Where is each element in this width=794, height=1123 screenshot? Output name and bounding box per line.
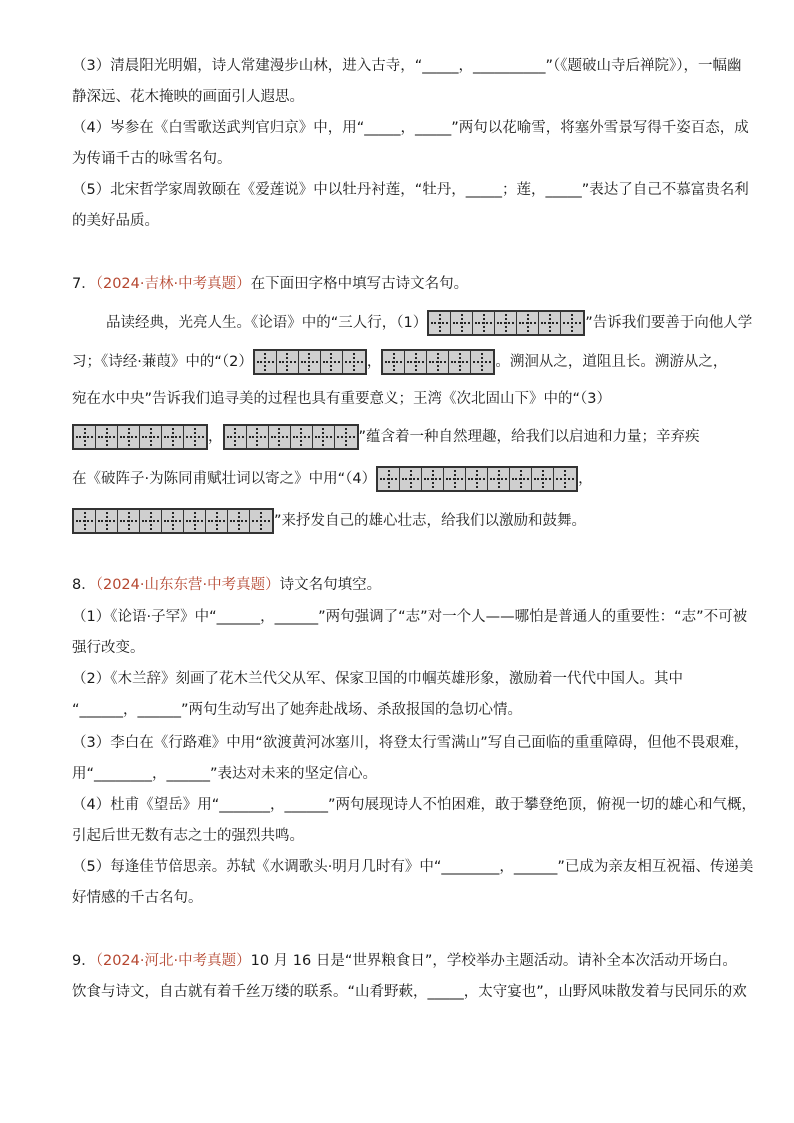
tianzige-cell[interactable] bbox=[269, 426, 291, 448]
question-number: 9． bbox=[72, 953, 96, 969]
tianzige-cell[interactable] bbox=[427, 351, 449, 373]
tianzige-cell[interactable] bbox=[343, 351, 365, 373]
question-prompt: 10 月 16 日是“世界粮食日”，学校举办主题活动。请补全本次活动开场白。 bbox=[250, 953, 737, 969]
q7-para-line2 bbox=[72, 349, 732, 375]
tianzige-cell[interactable] bbox=[451, 312, 473, 334]
tianzige-answer-4a[interactable] bbox=[376, 466, 578, 492]
q6-item3-line1: （3）清晨阳光明媚，诗人常建漫步山林，进入古寺，“_____，__________”（《题破山寺后禅院》），一幅幽 bbox=[72, 58, 742, 74]
tianzige-cell[interactable] bbox=[225, 426, 247, 448]
tianzige-cell[interactable] bbox=[96, 510, 118, 532]
tianzige-cell[interactable] bbox=[405, 351, 427, 373]
tianzige-grid bbox=[427, 310, 585, 336]
q8-line: （3）李白在《行路难》中用“欲渡黄河冰塞川，将登太行雪满山”写自己面临的重重障碍，但他不畏艰难， bbox=[72, 735, 749, 751]
tianzige-cell[interactable] bbox=[473, 312, 495, 334]
q9-header bbox=[72, 951, 737, 971]
tianzige-cell[interactable] bbox=[510, 468, 532, 490]
tianzige-cell[interactable] bbox=[383, 351, 405, 373]
q7-text: 品读经典，光亮人生。《论语》中的“三人行，（1） bbox=[106, 315, 428, 331]
tianzige-cell[interactable] bbox=[471, 351, 493, 373]
tianzige-cell[interactable] bbox=[184, 426, 206, 448]
tianzige-cell[interactable] bbox=[299, 351, 321, 373]
tianzige-cell[interactable] bbox=[429, 312, 451, 334]
q6-item3-line2: 静深远、花木掩映的画面引人遐思。 bbox=[72, 89, 304, 105]
tianzige-answer-3a[interactable] bbox=[72, 424, 208, 450]
q7-text: ， bbox=[578, 471, 593, 487]
tianzige-cell[interactable] bbox=[291, 426, 313, 448]
q8-line: 强行改变。 bbox=[72, 640, 145, 656]
q8-line: （1）《论语·子罕》中“______，______”两句强调了“志”对一个人——哪怕是普通人的重要性：“志”不可被 bbox=[72, 609, 748, 625]
q7-text: 习；《诗经·蒹葭》中的“（2） bbox=[72, 354, 253, 370]
question-number: 8． bbox=[72, 577, 96, 593]
tianzige-grid bbox=[223, 424, 359, 450]
tianzige-cell[interactable] bbox=[96, 426, 118, 448]
tianzige-cell[interactable] bbox=[140, 426, 162, 448]
tianzige-cell[interactable] bbox=[561, 312, 583, 334]
tianzige-cell[interactable] bbox=[335, 426, 357, 448]
question-source: （2024·吉林·中考真题） bbox=[95, 276, 251, 292]
tianzige-cell[interactable] bbox=[118, 510, 140, 532]
q6-item5-line2: 的美好品质。 bbox=[72, 213, 159, 229]
tianzige-grid bbox=[72, 508, 274, 534]
tianzige-grid bbox=[381, 349, 495, 375]
question-source: （2024·河北·中考真题） bbox=[95, 953, 251, 969]
q8-line: “______，______”两句生动写出了她奔赴战场、杀敌报国的急切心情。 bbox=[72, 702, 523, 718]
tianzige-cell[interactable] bbox=[74, 510, 96, 532]
q7-text: ， bbox=[366, 354, 382, 370]
tianzige-cell[interactable] bbox=[313, 426, 335, 448]
q7-text: 。溯洄从之，道阻且长。溯游从之， bbox=[495, 354, 728, 370]
tianzige-cell[interactable] bbox=[378, 468, 400, 490]
tianzige-cell[interactable] bbox=[532, 468, 554, 490]
q6-item5-line1: （5）北宋哲学家周敦颐在《爱莲说》中以牡丹衬莲，“牡丹，_____；莲，_____”表达了自己不慕富贵名利 bbox=[72, 182, 749, 198]
q8-header bbox=[72, 575, 732, 595]
tianzige-cell[interactable] bbox=[539, 312, 561, 334]
q7-header bbox=[72, 274, 732, 294]
tianzige-cell[interactable] bbox=[118, 426, 140, 448]
q7-para-line5 bbox=[72, 466, 732, 492]
tianzige-cell[interactable] bbox=[184, 510, 206, 532]
q7-para-line3: 宛在水中央”告诉我们追寻美的过程也具有重要意义；王湾《次北固山下》中的“（3） bbox=[72, 391, 611, 407]
q7-text: ”来抒发自己的雄心壮志，给我们以激励和鼓舞。 bbox=[274, 513, 587, 529]
q7-para-line1 bbox=[106, 310, 766, 336]
tianzige-cell[interactable] bbox=[247, 426, 269, 448]
q7-text: ”蕴含着一种自然理趣，给我们以启迪和力量；辛弃疾 bbox=[358, 429, 700, 445]
tianzige-cell[interactable] bbox=[206, 510, 228, 532]
tianzige-cell[interactable] bbox=[554, 468, 576, 490]
tianzige-cell[interactable] bbox=[250, 510, 272, 532]
q8-line: （2）《木兰辞》刻画了花木兰代父从军、保家卫国的巾帼英雄形象，激励着一代代中国人。其中 bbox=[72, 671, 683, 687]
question-prompt: 在下面田字格中填写古诗文名句。 bbox=[250, 276, 469, 292]
tianzige-grid bbox=[376, 466, 578, 492]
tianzige-cell[interactable] bbox=[449, 351, 471, 373]
tianzige-answer-3b[interactable] bbox=[223, 424, 359, 450]
q7-text: 在《破阵子·为陈同甫赋壮词以寄之》中用“（4） bbox=[72, 471, 377, 487]
tianzige-cell[interactable] bbox=[162, 510, 184, 532]
tianzige-cell[interactable] bbox=[228, 510, 250, 532]
tianzige-cell[interactable] bbox=[488, 468, 510, 490]
q9-line1: 饮食与诗文，自古就有着千丝万缕的联系。“山肴野蔌，_____，太守宴也”，山野风味散发着与民同乐的欢 bbox=[72, 984, 747, 1000]
q8-line: 用“________，______”表达对未来的坚定信心。 bbox=[72, 766, 378, 782]
q8-line: 好情感的千古名句。 bbox=[72, 890, 203, 906]
tianzige-answer-1[interactable] bbox=[427, 310, 585, 336]
tianzige-cell[interactable] bbox=[321, 351, 343, 373]
q7-text: ， bbox=[208, 429, 223, 445]
tianzige-cell[interactable] bbox=[277, 351, 299, 373]
q6-item4-line2: 为传诵千古的咏雪名句。 bbox=[72, 151, 232, 167]
tianzige-grid bbox=[253, 349, 367, 375]
q6-item4-line1: （4）岑参在《白雪歌送武判官归京》中，用“_____，_____”两句以花喻雪，将塞外雪景写得千姿百态，成 bbox=[72, 120, 749, 136]
tianzige-grid bbox=[72, 424, 208, 450]
tianzige-cell[interactable] bbox=[140, 510, 162, 532]
tianzige-cell[interactable] bbox=[162, 426, 184, 448]
question-source: （2024·山东东营·中考真题） bbox=[95, 577, 280, 593]
tianzige-cell[interactable] bbox=[517, 312, 539, 334]
q8-line: （5）每逢佳节倍思亲。苏轼《水调歌头·明月几时有》中“________，______”已成为亲友相互祝福、传递美 bbox=[72, 859, 754, 875]
tianzige-cell[interactable] bbox=[495, 312, 517, 334]
question-prompt: 诗文名句填空。 bbox=[279, 577, 382, 593]
q7-para-line4 bbox=[72, 424, 732, 450]
q8-line: 引起后世无数有志之士的强烈共鸣。 bbox=[72, 828, 304, 844]
tianzige-cell[interactable] bbox=[74, 426, 96, 448]
question-number: 7． bbox=[72, 276, 96, 292]
tianzige-answer-2a[interactable] bbox=[253, 349, 367, 375]
tianzige-cell[interactable] bbox=[444, 468, 466, 490]
q8-line: （4）杜甫《望岳》用“_______，______”两句展现诗人不怕困难，敢于攀登绝顶，俯视一切的雄心和气概， bbox=[72, 797, 756, 813]
tianzige-cell[interactable] bbox=[400, 468, 422, 490]
tianzige-answer-4b[interactable] bbox=[72, 508, 274, 534]
tianzige-cell[interactable] bbox=[255, 351, 277, 373]
tianzige-answer-2b[interactable] bbox=[381, 349, 495, 375]
tianzige-cell[interactable] bbox=[422, 468, 444, 490]
q7-para-line6 bbox=[72, 508, 732, 534]
q7-text: ”告诉我们要善于向他人学 bbox=[585, 315, 753, 331]
tianzige-cell[interactable] bbox=[466, 468, 488, 490]
